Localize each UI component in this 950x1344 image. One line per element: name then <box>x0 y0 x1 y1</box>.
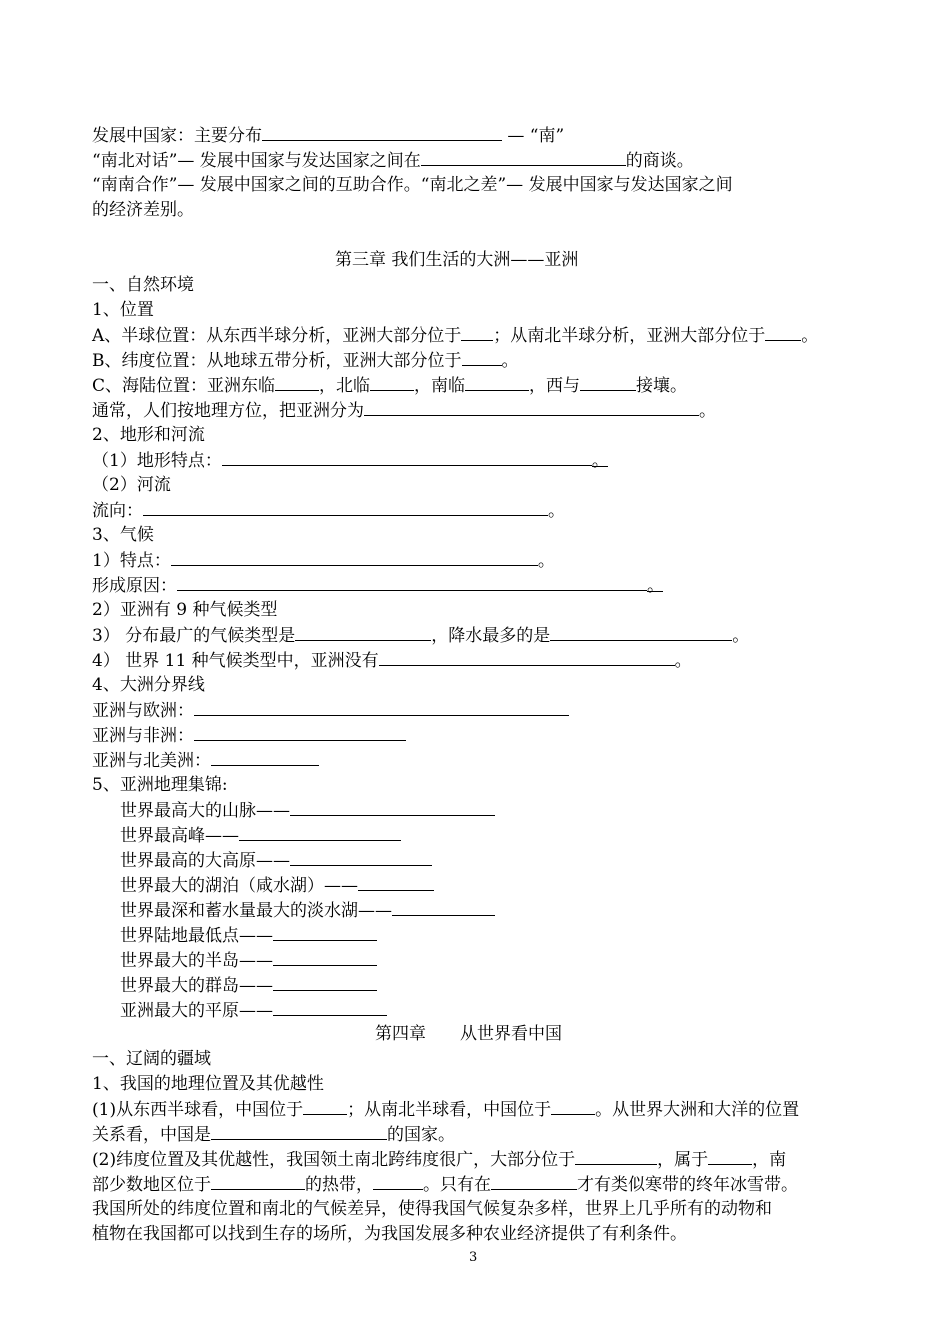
climate-features-line: 1）特点： 。 <box>92 551 555 571</box>
answer-blank[interactable] <box>290 849 432 866</box>
answer-blank[interactable] <box>370 374 414 391</box>
china-latitude-line: (2)纬度位置及其优越性，我国领土南北跨纬度很广，大部分位于 ，属于 ，南 <box>92 1150 787 1170</box>
answer-blank[interactable] <box>194 724 406 741</box>
record-item: 世界最大的群岛—— <box>120 974 377 997</box>
subsection-heading: 1、我国的地理位置及其优越性 <box>92 1074 324 1094</box>
climate-cause-line: 形成原因： 。 <box>92 576 664 596</box>
answer-blank[interactable] <box>551 1098 595 1115</box>
answer-blank[interactable] <box>194 699 569 716</box>
latitude-position-line: B、纬度位置：从地球五带分析，亚洲大部分位于 。 <box>92 351 519 371</box>
text-line: 2）亚洲有 9 种气候类型 <box>92 600 278 620</box>
subsection-heading: 3、气候 <box>92 525 154 545</box>
record-item: 世界最高大的山脉—— <box>120 799 495 822</box>
record-item: 世界最高峰—— <box>120 824 401 847</box>
answer-blank[interactable] <box>462 349 502 366</box>
china-tropics-line: 部少数地区位于 的热带， 。只有在 才有类似寒带的终年冰雪带。 <box>92 1175 798 1195</box>
answer-blank[interactable] <box>364 399 699 416</box>
answer-blank[interactable] <box>392 899 495 916</box>
answer-blank[interactable] <box>177 574 647 591</box>
answer-blank[interactable] <box>580 374 636 391</box>
climate-types-line: 3） 分布最广的气候类型是 ，降水最多的是 。 <box>92 626 750 646</box>
boundary-north-america-line: 亚洲与北美洲： <box>92 749 319 772</box>
south-south-cooperation-line: “南南合作”— 发展中国家之间的互助合作。“南北之差”— 发展中国家与发达国家之间 <box>92 175 733 195</box>
answer-blank[interactable] <box>708 1148 752 1165</box>
subsection-heading: 5、亚洲地理集锦: <box>92 775 228 795</box>
answer-blank[interactable] <box>275 374 319 391</box>
answer-blank[interactable] <box>373 1173 423 1190</box>
answer-blank[interactable] <box>273 974 377 991</box>
boundary-africa-line: 亚洲与非洲： <box>92 724 406 747</box>
answer-blank[interactable] <box>273 949 377 966</box>
answer-blank[interactable] <box>171 549 538 566</box>
missing-climate-line: 4） 世界 11 种气候类型中，亚洲没有 。 <box>92 651 692 671</box>
page-number: 3 <box>469 1250 478 1265</box>
subsection-heading: 4、大洲分界线 <box>92 675 205 695</box>
text-line: 的经济差别。 <box>92 200 194 220</box>
subsection-heading: 2、地形和河流 <box>92 425 205 445</box>
answer-blank[interactable] <box>461 324 493 341</box>
answer-blank[interactable] <box>303 1098 347 1115</box>
answer-blank[interactable] <box>211 749 319 766</box>
answer-blank[interactable] <box>290 799 495 816</box>
text-line: 我国所处的纬度位置和南北的气候差异，使得我国气候复杂多样，世界上几乎所有的动物和 <box>92 1199 772 1219</box>
record-item: 世界陆地最低点—— <box>120 924 377 947</box>
record-item: 世界最深和蓄水量最大的淡水湖—— <box>120 899 495 922</box>
rivers-heading: （2）河流 <box>92 475 171 495</box>
text-line: 植物在我国都可以找到生存的场所，为我国发展多种农业经济提供了有利条件。 <box>92 1224 687 1244</box>
answer-blank[interactable] <box>491 1173 577 1190</box>
north-south-dialogue-line: “南北对话”— 发展中国家与发达国家之间在 的商谈。 <box>92 151 694 171</box>
answer-blank[interactable] <box>222 449 592 466</box>
answer-blank[interactable] <box>262 124 502 141</box>
record-item: 亚洲最大的平原—— <box>120 999 387 1022</box>
answer-blank[interactable] <box>575 1148 657 1165</box>
answer-blank[interactable] <box>379 649 675 666</box>
china-hemisphere-line: (1)从东西半球看，中国位于 ；从南北半球看，中国位于 。从世界大洲和大洋的位置 <box>92 1100 800 1120</box>
answer-blank[interactable] <box>421 149 626 166</box>
answer-blank[interactable] <box>211 1173 305 1190</box>
chapter3-title: 第三章 我们生活的大洲——亚洲 <box>335 250 579 270</box>
asia-division-line: 通常，人们按地理方位，把亚洲分为 。 <box>92 401 716 421</box>
answer-blank[interactable] <box>273 999 387 1016</box>
answer-blank[interactable] <box>765 324 801 341</box>
developing-countries-line: 发展中国家：主要分布 — “南” <box>92 126 565 146</box>
china-location-line: 关系看，中国是 的国家。 <box>92 1125 455 1145</box>
answer-blank[interactable] <box>211 1123 387 1140</box>
subsection-heading: 1、位置 <box>92 300 154 320</box>
answer-blank[interactable] <box>465 374 529 391</box>
record-item: 世界最高的大高原—— <box>120 849 432 872</box>
answer-blank[interactable] <box>239 824 401 841</box>
record-item: 世界最大的湖泊（咸水湖）—— <box>120 874 434 897</box>
record-item: 世界最大的半岛—— <box>120 949 377 972</box>
chapter4-title: 第四章 从世界看中国 <box>375 1024 562 1044</box>
answer-blank[interactable] <box>550 624 732 641</box>
boundary-europe-line: 亚洲与欧洲： <box>92 699 569 722</box>
sea-land-position-line: C、海陆位置：亚洲东临 ，北临 ，南临 ，西与 接壤。 <box>92 376 688 396</box>
answer-blank[interactable] <box>143 499 548 516</box>
answer-blank[interactable] <box>273 924 377 941</box>
terrain-line: （1）地形特点： 。 <box>92 451 609 471</box>
answer-blank[interactable] <box>295 624 431 641</box>
section-heading: 一、辽阔的疆域 <box>92 1049 211 1069</box>
hemisphere-position-line: A、半球位置：从东西半球分析，亚洲大部分位于 ；从南北半球分析，亚洲大部分位于 。 <box>92 326 819 346</box>
river-flow-line: 流向： 。 <box>92 501 565 521</box>
section-heading: 一、自然环境 <box>92 275 194 295</box>
answer-blank[interactable] <box>358 874 434 891</box>
